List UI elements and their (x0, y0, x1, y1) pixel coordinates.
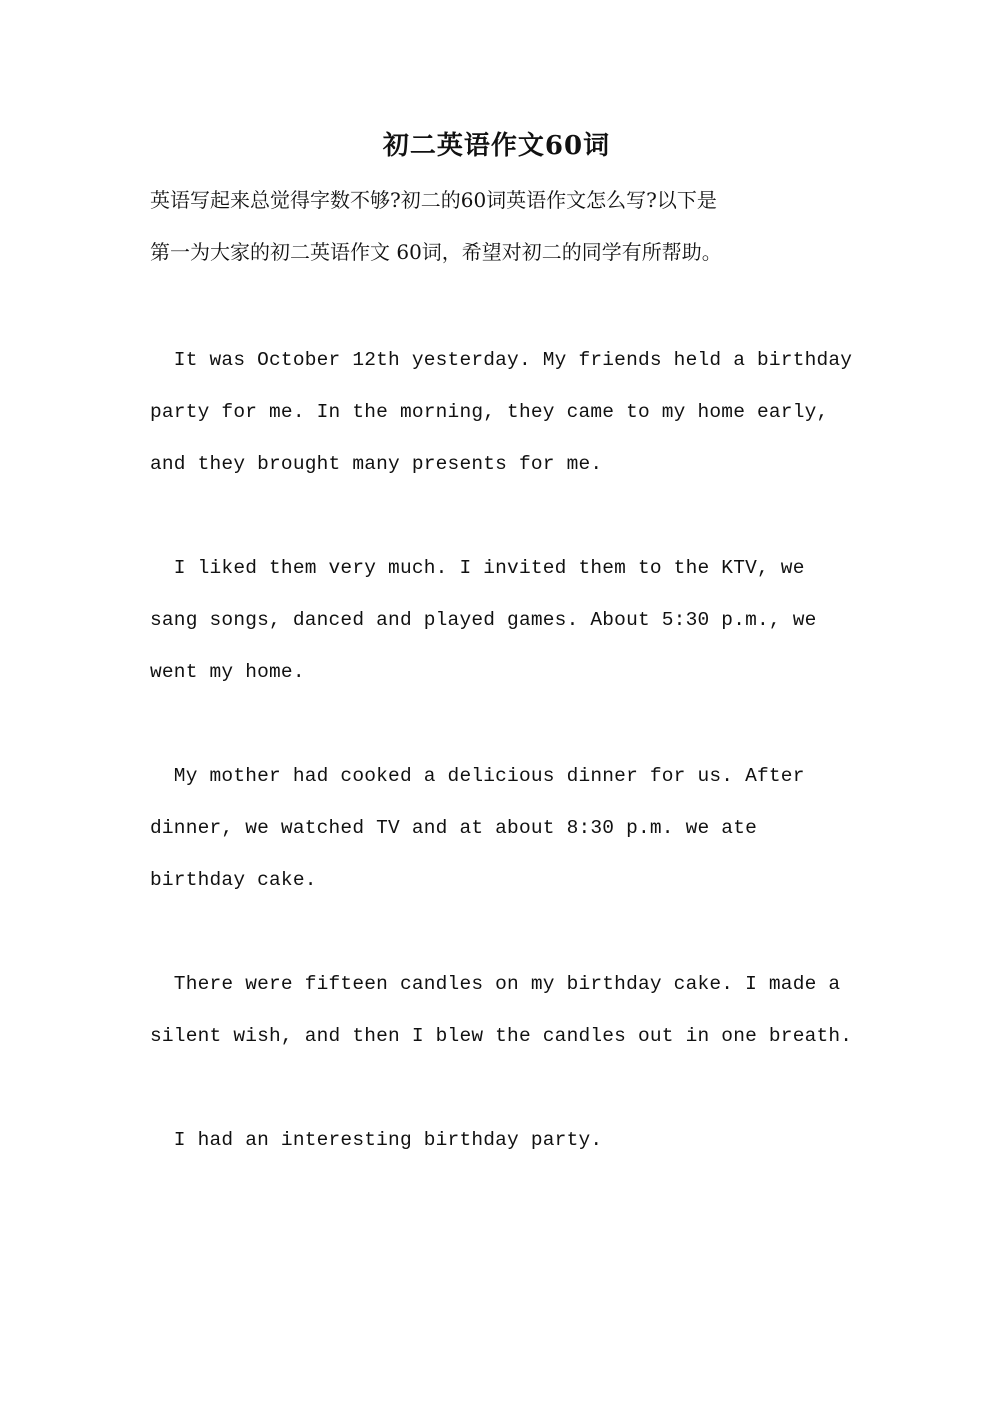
document-title: 初二英语作文60词 (382, 131, 611, 161)
body-line: silent wish, and then I blew the candles out in one breath. (150, 1025, 853, 1047)
body-line: birthday cake. (150, 869, 317, 891)
body-line: I had an interesting birthday party. (150, 1129, 603, 1151)
body-line: It was October 12th yesterday. My friends held a birthday (150, 349, 853, 371)
body-line: dinner, we watched TV and at about 8:30 p.m. we ate (150, 817, 757, 839)
body-line: and they brought many presents for me. (150, 453, 603, 475)
body-line: I liked them very much. I invited them to the KTV, we (150, 557, 805, 579)
intro-line-2: 第一为大家的初二英语作文 60词，希望对初二的同学有所帮助。 (150, 240, 722, 264)
body-line: sang songs, danced and played games. About 5:30 p.m., we (150, 609, 817, 631)
body-line: My mother had cooked a delicious dinner for us. After (150, 765, 805, 787)
body-line: went my home. (150, 661, 305, 683)
body-line: party for me. In the morning, they came to my home early, (150, 401, 829, 423)
intro-line-1: 英语写起来总觉得字数不够?初二的60词英语作文怎么写?以下是 (150, 188, 717, 212)
body-line: There were fifteen candles on my birthday cake. I made a (150, 973, 841, 995)
